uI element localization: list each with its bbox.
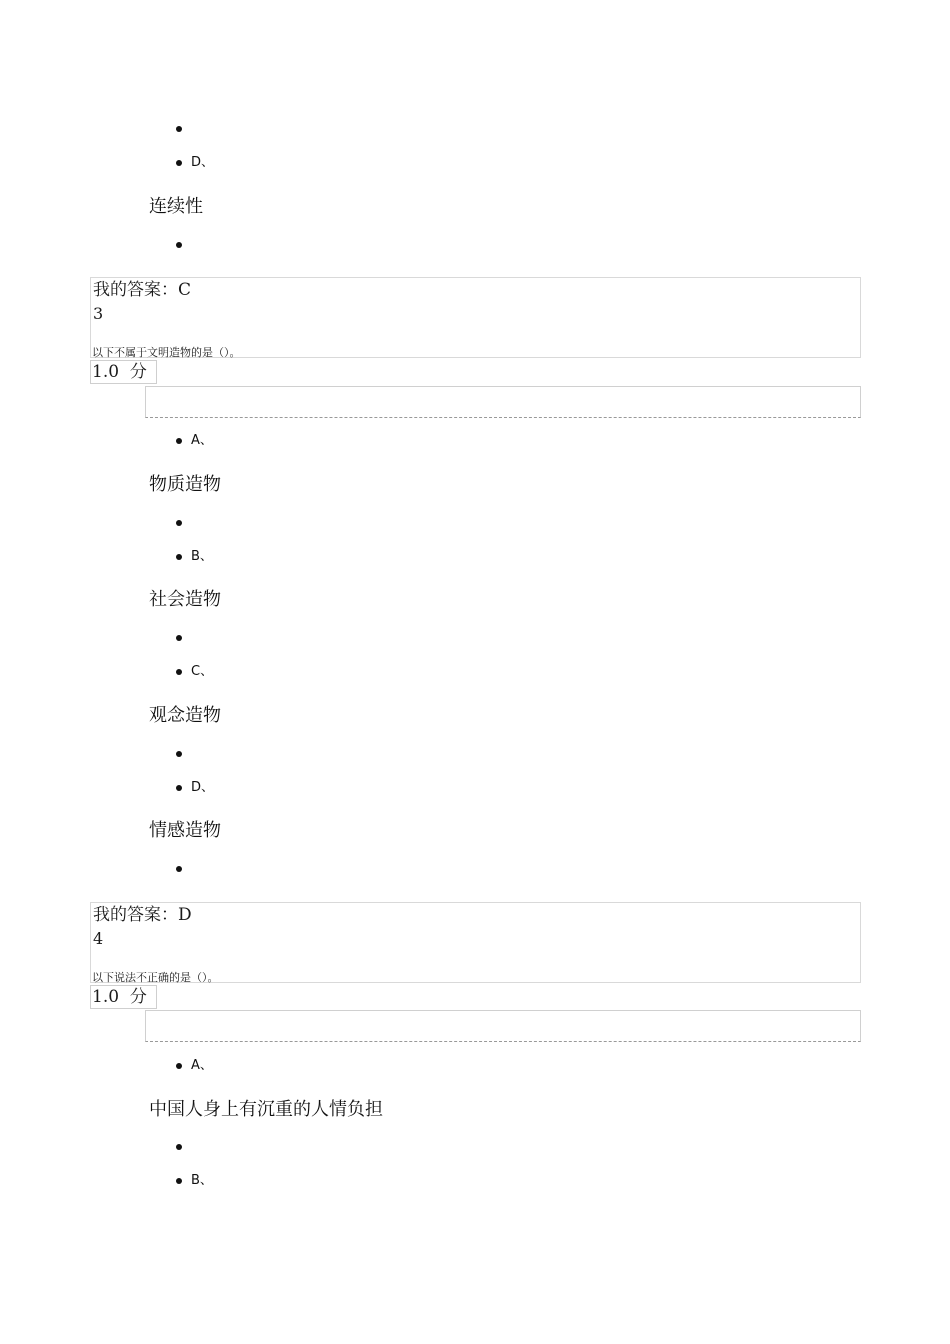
option-label-b[interactable]: B、 (191, 1173, 213, 1188)
answer-input[interactable] (145, 1010, 861, 1042)
option-label-c[interactable]: C、 (191, 664, 214, 679)
bullet (176, 785, 182, 791)
option-label-b[interactable]: B、 (191, 549, 213, 564)
bullet (176, 160, 182, 166)
question-text: 以下说法不正确的是（）。 (92, 971, 219, 984)
bullet (176, 751, 182, 757)
question-text: 以下不属于文明造物的是（）。 (92, 346, 241, 359)
question-number: 3 (93, 304, 104, 323)
option-text-b: 社会造物 (149, 589, 221, 610)
option-label-d[interactable]: D、 (191, 780, 215, 795)
bullet (176, 866, 182, 872)
answer-input[interactable] (145, 386, 861, 418)
option-text-a: 中国人身上有沉重的人情负担 (149, 1099, 383, 1120)
bullet (176, 438, 182, 444)
option-text-d: 连续性 (149, 196, 203, 217)
option-label-d[interactable]: D、 (191, 155, 215, 170)
score-box: 1.0 分 (90, 985, 157, 1009)
bullet (176, 1178, 182, 1184)
my-answer: 我的答案：D (93, 905, 192, 925)
option-text-c: 观念造物 (149, 705, 221, 726)
my-answer: 我的答案：C (93, 280, 192, 300)
option-text-a: 物质造物 (149, 474, 221, 495)
bullet (176, 126, 182, 132)
bullet (176, 554, 182, 560)
bullet (176, 669, 182, 675)
option-text-d: 情感造物 (149, 820, 221, 841)
bullet (176, 635, 182, 641)
bullet (176, 1063, 182, 1069)
bullet (176, 1144, 182, 1150)
bullet (176, 242, 182, 248)
score-box: 1.0 分 (90, 360, 157, 384)
answer-box (90, 277, 861, 358)
option-label-a[interactable]: A、 (191, 433, 213, 448)
option-label-a[interactable]: A、 (191, 1058, 213, 1073)
answer-box (90, 902, 861, 983)
question-number: 4 (93, 929, 104, 948)
bullet (176, 520, 182, 526)
